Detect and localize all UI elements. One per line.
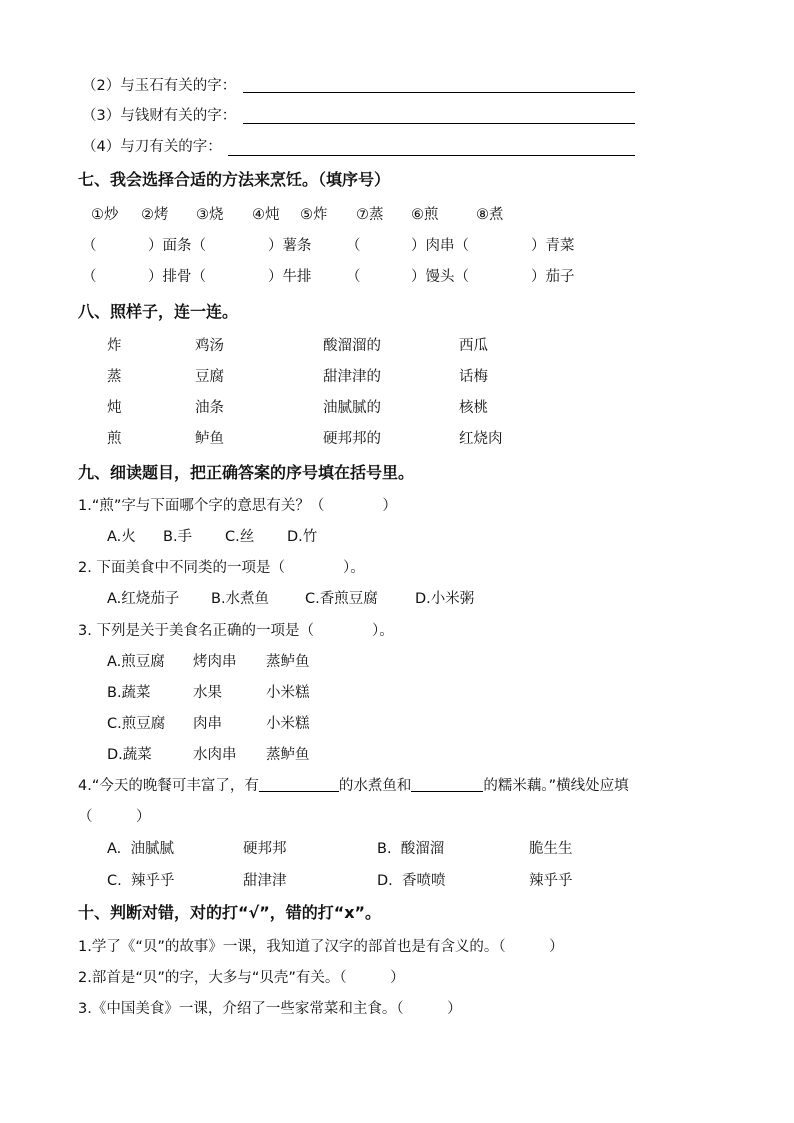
s6-item3: （3）与钱财有关的字： [82, 108, 237, 124]
s6-item2-blank[interactable] [243, 92, 635, 93]
s8-c2-3[interactable]: 鲈鱼 [195, 431, 224, 447]
s8-c4-3[interactable]: 红烧肉 [459, 431, 503, 447]
s10-statement-2[interactable]: 2.部首是“贝”的字，大多与“贝壳”有关。（ ） [78, 970, 405, 986]
s9-q2: 2. 下面美食中不同类的一项是（ ）。 [78, 560, 365, 576]
s9-q4-c1[interactable]: C. 辣乎乎 [107, 873, 175, 889]
s9-q3-c3: 小米糕 [266, 716, 310, 732]
s9-q3-a1[interactable]: A.煎豆腐 [107, 654, 165, 670]
s8-c1-0[interactable]: 炸 [107, 338, 122, 354]
s6-item4: （4）与刀有关的字： [82, 139, 222, 155]
s9-q4-blank-2[interactable] [411, 777, 483, 792]
s9-q1-c[interactable]: C.丝 [225, 529, 255, 545]
section7-heading: 七、我会选择合适的方法来烹饪。（填序号） [78, 170, 391, 189]
s9-q4-d2: 辣乎乎 [529, 873, 573, 889]
s7-r1-fries[interactable]: ）薯条 [268, 238, 312, 254]
s7-opt-6: ⑥煎 [411, 207, 439, 223]
s9-q4-part-b: 的水煮鱼和 [338, 778, 412, 794]
s7-r1-skewers[interactable]: ）肉串（ [411, 238, 469, 254]
s9-q2-a[interactable]: A.红烧茄子 [107, 591, 180, 607]
s9-q4-c2: 甜津津 [243, 873, 287, 889]
s8-c3-3[interactable]: 硬邦邦的 [323, 431, 381, 447]
s9-q1-b[interactable]: B.手 [163, 529, 193, 545]
s7-r2-paren2[interactable]: （ [346, 269, 361, 285]
s8-c3-1[interactable]: 甜津津的 [323, 369, 381, 385]
s9-q4-a2: 硬邦邦 [243, 841, 287, 857]
section10-heading: 十、判断对错，对的打“√”，错的打“x”。 [78, 903, 382, 922]
s7-opt-4: ④炖 [252, 207, 280, 223]
s9-q2-d[interactable]: D.小米粥 [415, 591, 475, 607]
s6-item2: （2）与玉石有关的字： [82, 78, 237, 94]
s9-q4 [78, 777, 629, 795]
s8-c1-3[interactable]: 煎 [107, 431, 122, 447]
s6-item4-blank[interactable] [228, 155, 635, 156]
s7-r2-paren1[interactable]: （ [82, 269, 97, 285]
s9-q4-part-a: 4.“今天的晚餐可丰富了，有 [78, 778, 259, 794]
s9-q3-d3: 蒸鲈鱼 [266, 747, 310, 763]
s8-c2-2[interactable]: 油条 [195, 400, 224, 416]
s7-r1-paren1[interactable]: （ [82, 238, 97, 254]
s9-q1: 1.“煎”字与下面哪个字的意思有关？（ ） [78, 498, 397, 514]
s8-c3-2[interactable]: 油腻腻的 [323, 400, 381, 416]
s9-q3-d2: 水肉串 [193, 747, 237, 763]
s9-q4-b1[interactable]: B. 酸溜溜 [377, 841, 445, 857]
s8-c3-0[interactable]: 酸溜溜的 [323, 338, 381, 354]
s7-r2-buns[interactable]: ）馒头（ [411, 269, 469, 285]
s9-q4-d1[interactable]: D. 香喷喷 [377, 873, 446, 889]
s9-q3-d1[interactable]: D.蔬菜 [107, 747, 152, 763]
s7-opt-1: ①炒 [91, 207, 119, 223]
section9-heading: 九、细读题目，把正确答案的序号填在括号里。 [78, 463, 415, 482]
s9-q1-a[interactable]: A.火 [107, 529, 136, 545]
s9-q4-paren[interactable]: （ ） [78, 809, 151, 825]
section8-heading: 八、照样子，连一连。 [78, 302, 239, 321]
s7-r2-ribs[interactable]: ）排骨（ [148, 269, 206, 285]
s7-r2-steak[interactable]: ）牛排 [268, 269, 312, 285]
s7-r1-greens[interactable]: ）青菜 [531, 238, 575, 254]
s8-c1-1[interactable]: 蒸 [107, 369, 122, 385]
s10-statement-1[interactable]: 1.学了《“贝”的故事》一课，我知道了汉字的部首也是有含义的。（ ） [78, 939, 564, 955]
s8-c4-2[interactable]: 核桃 [459, 400, 488, 416]
s8-c4-1[interactable]: 话梅 [459, 369, 488, 385]
s8-c1-2[interactable]: 炖 [107, 400, 122, 416]
s8-c2-1[interactable]: 豆腐 [195, 369, 224, 385]
s9-q3-b1[interactable]: B.蔬菜 [107, 685, 151, 701]
s8-c2-0[interactable]: 鸡汤 [195, 338, 224, 354]
s10-statement-3[interactable]: 3.《中国美食》一课，介绍了一些家常菜和主食。（ ） [78, 1001, 462, 1017]
s9-q2-b[interactable]: B.水煮鱼 [211, 591, 270, 607]
s9-q4-b2: 脆生生 [529, 841, 573, 857]
s7-opt-8: ⑧煮 [476, 207, 504, 223]
s9-q1-d[interactable]: D.竹 [287, 529, 318, 545]
s7-opt-2: ②烤 [141, 207, 169, 223]
s9-q3-a2: 烤肉串 [193, 654, 237, 670]
s9-q4-blank-1[interactable] [259, 777, 339, 792]
s9-q3-c2: 肉串 [193, 716, 222, 732]
s9-q2-c[interactable]: C.香煎豆腐 [305, 591, 378, 607]
s7-r1-noodles[interactable]: ）面条（ [148, 238, 206, 254]
s9-q3-b2: 水果 [193, 685, 222, 701]
s9-q3-a3: 蒸鲈鱼 [266, 654, 310, 670]
s7-opt-3: ③烧 [196, 207, 224, 223]
s9-q4-part-c: 的糯米藕。”横线处应填 [483, 778, 629, 794]
s9-q3-b3: 小米糕 [266, 685, 310, 701]
s9-q4-a1[interactable]: A. 油腻腻 [107, 841, 174, 857]
s7-opt-5: ⑤炸 [300, 207, 328, 223]
s6-item3-blank[interactable] [243, 123, 635, 124]
s9-q3: 3. 下列是关于美食名正确的一项是（ ）。 [78, 623, 394, 639]
s7-r1-paren2[interactable]: （ [346, 238, 361, 254]
s8-c4-0[interactable]: 西瓜 [459, 338, 488, 354]
s7-r2-eggplant[interactable]: ）茄子 [531, 269, 575, 285]
s9-q3-c1[interactable]: C.煎豆腐 [107, 716, 166, 732]
s7-opt-7: ⑦蒸 [356, 207, 384, 223]
